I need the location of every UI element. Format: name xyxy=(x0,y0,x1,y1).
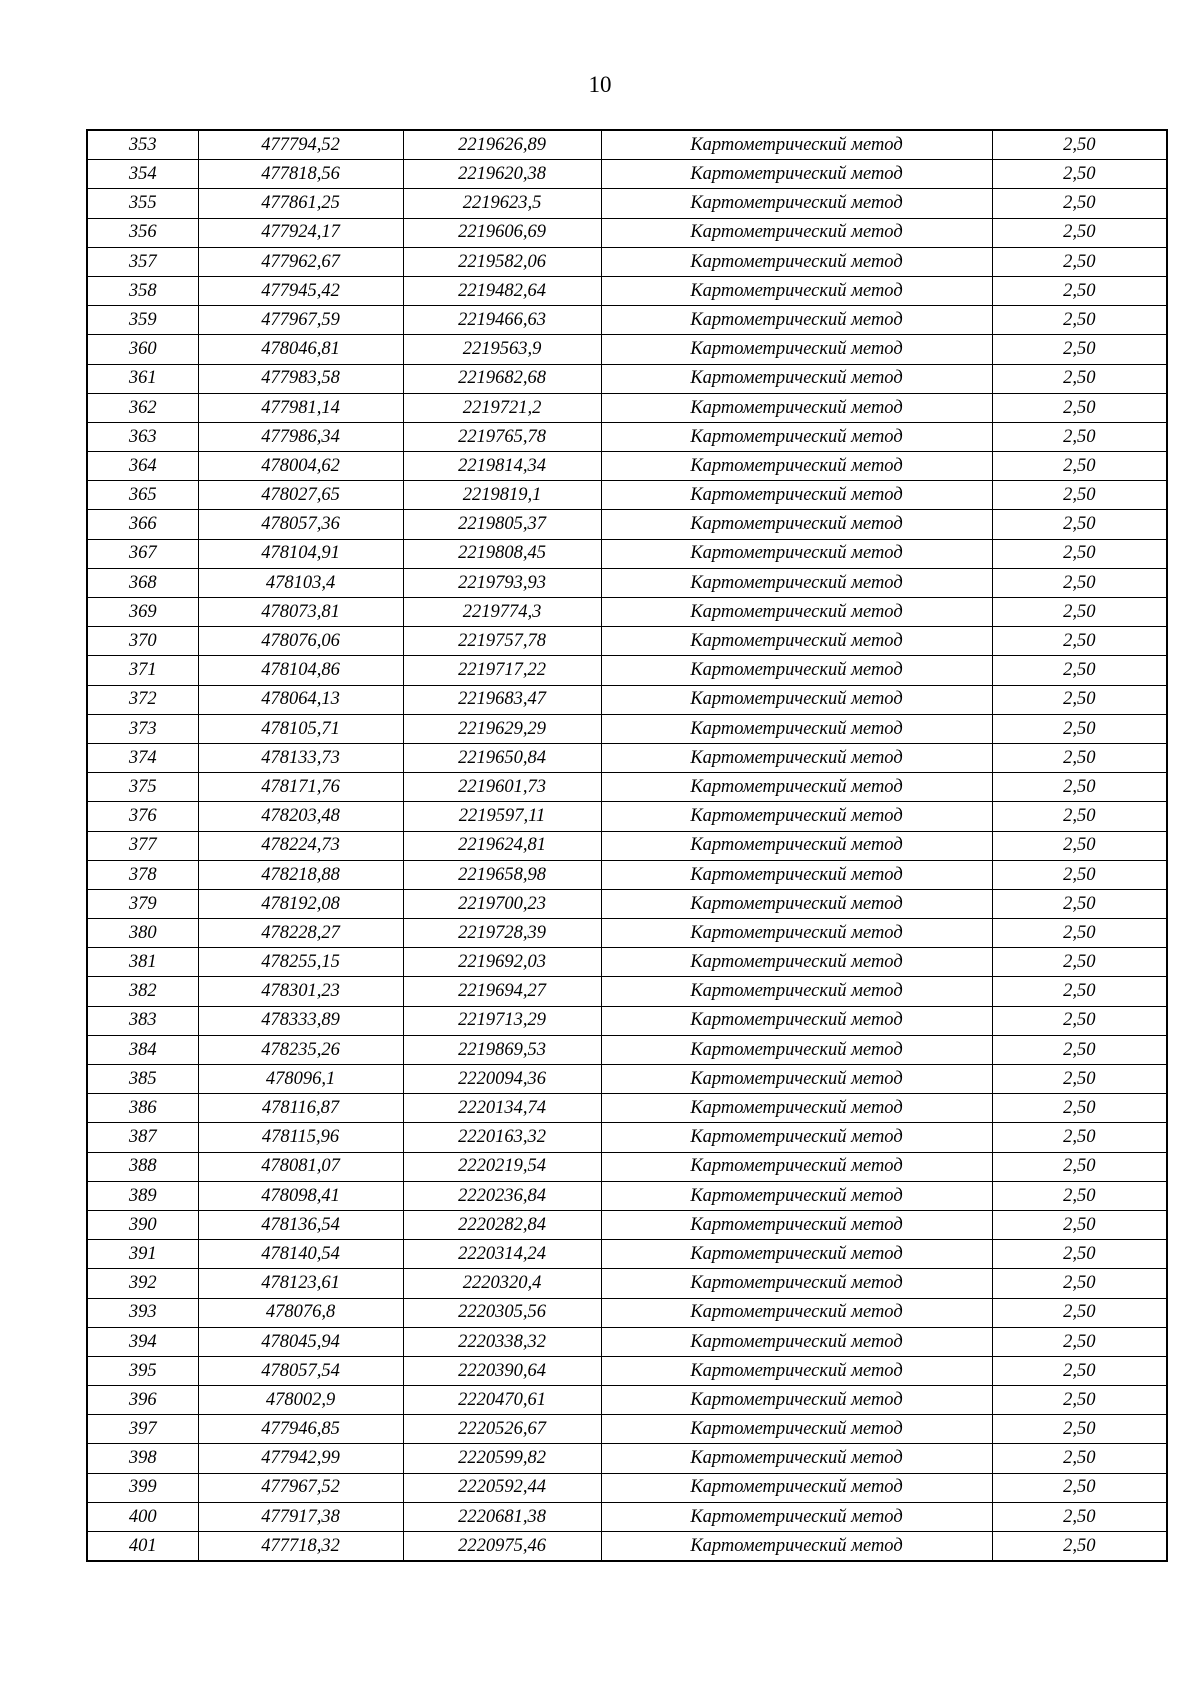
accuracy-cell: 2,50 xyxy=(992,160,1167,189)
accuracy-cell: 2,50 xyxy=(992,1473,1167,1502)
y-coordinate-cell: 2219717,22 xyxy=(403,656,601,685)
table-row xyxy=(87,1298,1167,1327)
accuracy-cell: 2,50 xyxy=(992,1065,1167,1094)
point-number-cell: 370 xyxy=(87,627,198,656)
x-coordinate-cell: 478027,65 xyxy=(198,481,403,510)
accuracy-cell: 2,50 xyxy=(992,1444,1167,1473)
table-row xyxy=(87,1181,1167,1210)
point-number-cell: 381 xyxy=(87,948,198,977)
x-coordinate-cell: 478098,41 xyxy=(198,1181,403,1210)
y-coordinate-cell: 2219765,78 xyxy=(403,422,601,451)
x-coordinate-cell: 478133,73 xyxy=(198,743,403,772)
point-number-cell: 394 xyxy=(87,1327,198,1356)
x-coordinate-cell: 478192,08 xyxy=(198,889,403,918)
y-coordinate-cell: 2220526,67 xyxy=(403,1415,601,1444)
point-number-cell: 396 xyxy=(87,1386,198,1415)
y-coordinate-cell: 2220390,64 xyxy=(403,1356,601,1385)
table-row xyxy=(87,627,1167,656)
y-coordinate-cell: 2219482,64 xyxy=(403,276,601,305)
method-cell: Картометрический метод xyxy=(601,539,992,568)
accuracy-cell: 2,50 xyxy=(992,422,1167,451)
table-row xyxy=(87,1210,1167,1239)
x-coordinate-cell: 478116,87 xyxy=(198,1094,403,1123)
table-row xyxy=(87,1094,1167,1123)
method-cell: Картометрический метод xyxy=(601,773,992,802)
table-row xyxy=(87,1123,1167,1152)
y-coordinate-cell: 2219694,27 xyxy=(403,977,601,1006)
y-coordinate-cell: 2219713,29 xyxy=(403,1006,601,1035)
point-number-cell: 395 xyxy=(87,1356,198,1385)
coordinates-table xyxy=(86,129,1168,1562)
x-coordinate-cell: 478203,48 xyxy=(198,802,403,831)
accuracy-cell: 2,50 xyxy=(992,1035,1167,1064)
table-row xyxy=(87,1502,1167,1531)
method-cell: Картометрический метод xyxy=(601,276,992,305)
x-coordinate-cell: 478081,07 xyxy=(198,1152,403,1181)
x-coordinate-cell: 478224,73 xyxy=(198,831,403,860)
table-row xyxy=(87,189,1167,218)
method-cell: Картометрический метод xyxy=(601,218,992,247)
method-cell: Картометрический метод xyxy=(601,393,992,422)
table-row xyxy=(87,743,1167,772)
table-row xyxy=(87,130,1167,160)
accuracy-cell: 2,50 xyxy=(992,977,1167,1006)
point-number-cell: 368 xyxy=(87,568,198,597)
method-cell: Картометрический метод xyxy=(601,422,992,451)
point-number-cell: 366 xyxy=(87,510,198,539)
method-cell: Картометрический метод xyxy=(601,743,992,772)
table-row xyxy=(87,1532,1167,1562)
method-cell: Картометрический метод xyxy=(601,831,992,860)
point-number-cell: 387 xyxy=(87,1123,198,1152)
y-coordinate-cell: 2219629,29 xyxy=(403,714,601,743)
table-row xyxy=(87,1065,1167,1094)
y-coordinate-cell: 2220314,24 xyxy=(403,1240,601,1269)
accuracy-cell: 2,50 xyxy=(992,1269,1167,1298)
accuracy-cell: 2,50 xyxy=(992,1532,1167,1562)
table-row xyxy=(87,510,1167,539)
point-number-cell: 364 xyxy=(87,452,198,481)
y-coordinate-cell: 2219721,2 xyxy=(403,393,601,422)
accuracy-cell: 2,50 xyxy=(992,364,1167,393)
x-coordinate-cell: 478002,9 xyxy=(198,1386,403,1415)
method-cell: Картометрический метод xyxy=(601,1415,992,1444)
point-number-cell: 389 xyxy=(87,1181,198,1210)
y-coordinate-cell: 2220282,84 xyxy=(403,1210,601,1239)
y-coordinate-cell: 2219757,78 xyxy=(403,627,601,656)
point-number-cell: 375 xyxy=(87,773,198,802)
x-coordinate-cell: 478171,76 xyxy=(198,773,403,802)
point-number-cell: 379 xyxy=(87,889,198,918)
accuracy-cell: 2,50 xyxy=(992,598,1167,627)
accuracy-cell: 2,50 xyxy=(992,1181,1167,1210)
table-row xyxy=(87,452,1167,481)
point-number-cell: 371 xyxy=(87,656,198,685)
method-cell: Картометрический метод xyxy=(601,627,992,656)
method-cell: Картометрический метод xyxy=(601,1356,992,1385)
table-row xyxy=(87,656,1167,685)
y-coordinate-cell: 2220134,74 xyxy=(403,1094,601,1123)
table-row xyxy=(87,1386,1167,1415)
point-number-cell: 369 xyxy=(87,598,198,627)
method-cell: Картометрический метод xyxy=(601,685,992,714)
x-coordinate-cell: 477981,14 xyxy=(198,393,403,422)
table-row xyxy=(87,539,1167,568)
point-number-cell: 367 xyxy=(87,539,198,568)
y-coordinate-cell: 2220219,54 xyxy=(403,1152,601,1181)
y-coordinate-cell: 2219658,98 xyxy=(403,860,601,889)
x-coordinate-cell: 477962,67 xyxy=(198,247,403,276)
y-coordinate-cell: 2219563,9 xyxy=(403,335,601,364)
point-number-cell: 374 xyxy=(87,743,198,772)
point-number-cell: 400 xyxy=(87,1502,198,1531)
method-cell: Картометрический метод xyxy=(601,1006,992,1035)
point-number-cell: 397 xyxy=(87,1415,198,1444)
table-row xyxy=(87,1035,1167,1064)
point-number-cell: 392 xyxy=(87,1269,198,1298)
method-cell: Картометрический метод xyxy=(601,130,992,160)
point-number-cell: 365 xyxy=(87,481,198,510)
table-row xyxy=(87,860,1167,889)
method-cell: Картометрический метод xyxy=(601,1386,992,1415)
x-coordinate-cell: 477946,85 xyxy=(198,1415,403,1444)
method-cell: Картометрический метод xyxy=(601,977,992,1006)
point-number-cell: 378 xyxy=(87,860,198,889)
method-cell: Картометрический метод xyxy=(601,860,992,889)
x-coordinate-cell: 478096,1 xyxy=(198,1065,403,1094)
y-coordinate-cell: 2219793,93 xyxy=(403,568,601,597)
table-row xyxy=(87,1356,1167,1385)
accuracy-cell: 2,50 xyxy=(992,1502,1167,1531)
method-cell: Картометрический метод xyxy=(601,160,992,189)
point-number-cell: 353 xyxy=(87,130,198,160)
y-coordinate-cell: 2220163,32 xyxy=(403,1123,601,1152)
accuracy-cell: 2,50 xyxy=(992,335,1167,364)
x-coordinate-cell: 477818,56 xyxy=(198,160,403,189)
accuracy-cell: 2,50 xyxy=(992,1006,1167,1035)
accuracy-cell: 2,50 xyxy=(992,510,1167,539)
table-row xyxy=(87,1152,1167,1181)
y-coordinate-cell: 2220975,46 xyxy=(403,1532,601,1562)
x-coordinate-cell: 478046,81 xyxy=(198,335,403,364)
x-coordinate-cell: 478136,54 xyxy=(198,1210,403,1239)
accuracy-cell: 2,50 xyxy=(992,802,1167,831)
x-coordinate-cell: 477917,38 xyxy=(198,1502,403,1531)
accuracy-cell: 2,50 xyxy=(992,1240,1167,1269)
method-cell: Картометрический метод xyxy=(601,598,992,627)
x-coordinate-cell: 477718,32 xyxy=(198,1532,403,1562)
point-number-cell: 398 xyxy=(87,1444,198,1473)
method-cell: Картометрический метод xyxy=(601,1269,992,1298)
method-cell: Картометрический метод xyxy=(601,948,992,977)
point-number-cell: 377 xyxy=(87,831,198,860)
table-row xyxy=(87,1415,1167,1444)
y-coordinate-cell: 2219774,3 xyxy=(403,598,601,627)
method-cell: Картометрический метод xyxy=(601,247,992,276)
table-row xyxy=(87,685,1167,714)
x-coordinate-cell: 478103,4 xyxy=(198,568,403,597)
method-cell: Картометрический метод xyxy=(601,656,992,685)
accuracy-cell: 2,50 xyxy=(992,218,1167,247)
x-coordinate-cell: 478123,61 xyxy=(198,1269,403,1298)
accuracy-cell: 2,50 xyxy=(992,1298,1167,1327)
y-coordinate-cell: 2219683,47 xyxy=(403,685,601,714)
accuracy-cell: 2,50 xyxy=(992,1210,1167,1239)
x-coordinate-cell: 478073,81 xyxy=(198,598,403,627)
accuracy-cell: 2,50 xyxy=(992,1152,1167,1181)
table-row xyxy=(87,1473,1167,1502)
x-coordinate-cell: 478218,88 xyxy=(198,860,403,889)
point-number-cell: 362 xyxy=(87,393,198,422)
table-row xyxy=(87,160,1167,189)
accuracy-cell: 2,50 xyxy=(992,452,1167,481)
point-number-cell: 388 xyxy=(87,1152,198,1181)
method-cell: Картометрический метод xyxy=(601,889,992,918)
point-number-cell: 373 xyxy=(87,714,198,743)
point-number-cell: 355 xyxy=(87,189,198,218)
accuracy-cell: 2,50 xyxy=(992,773,1167,802)
accuracy-cell: 2,50 xyxy=(992,889,1167,918)
method-cell: Картометрический метод xyxy=(601,335,992,364)
point-number-cell: 393 xyxy=(87,1298,198,1327)
x-coordinate-cell: 478228,27 xyxy=(198,919,403,948)
table-row xyxy=(87,1327,1167,1356)
accuracy-cell: 2,50 xyxy=(992,743,1167,772)
y-coordinate-cell: 2219808,45 xyxy=(403,539,601,568)
point-number-cell: 399 xyxy=(87,1473,198,1502)
x-coordinate-cell: 478255,15 xyxy=(198,948,403,977)
accuracy-cell: 2,50 xyxy=(992,306,1167,335)
point-number-cell: 360 xyxy=(87,335,198,364)
method-cell: Картометрический метод xyxy=(601,1181,992,1210)
table-row xyxy=(87,1006,1167,1035)
x-coordinate-cell: 478076,06 xyxy=(198,627,403,656)
point-number-cell: 357 xyxy=(87,247,198,276)
accuracy-cell: 2,50 xyxy=(992,1356,1167,1385)
method-cell: Картометрический метод xyxy=(601,1152,992,1181)
table-row xyxy=(87,276,1167,305)
x-coordinate-cell: 478301,23 xyxy=(198,977,403,1006)
accuracy-cell: 2,50 xyxy=(992,189,1167,218)
x-coordinate-cell: 478064,13 xyxy=(198,685,403,714)
accuracy-cell: 2,50 xyxy=(992,539,1167,568)
table-row xyxy=(87,568,1167,597)
table-row xyxy=(87,948,1167,977)
method-cell: Картометрический метод xyxy=(601,1473,992,1502)
y-coordinate-cell: 2219692,03 xyxy=(403,948,601,977)
method-cell: Картометрический метод xyxy=(601,306,992,335)
x-coordinate-cell: 478115,96 xyxy=(198,1123,403,1152)
accuracy-cell: 2,50 xyxy=(992,685,1167,714)
accuracy-cell: 2,50 xyxy=(992,393,1167,422)
coordinates-table-body xyxy=(87,130,1167,1561)
y-coordinate-cell: 2219623,5 xyxy=(403,189,601,218)
x-coordinate-cell: 478104,91 xyxy=(198,539,403,568)
y-coordinate-cell: 2220094,36 xyxy=(403,1065,601,1094)
method-cell: Картометрический метод xyxy=(601,481,992,510)
y-coordinate-cell: 2219650,84 xyxy=(403,743,601,772)
x-coordinate-cell: 477945,42 xyxy=(198,276,403,305)
table-row xyxy=(87,481,1167,510)
point-number-cell: 361 xyxy=(87,364,198,393)
point-number-cell: 391 xyxy=(87,1240,198,1269)
x-coordinate-cell: 477967,52 xyxy=(198,1473,403,1502)
point-number-cell: 363 xyxy=(87,422,198,451)
method-cell: Картометрический метод xyxy=(601,189,992,218)
point-number-cell: 382 xyxy=(87,977,198,1006)
y-coordinate-cell: 2220305,56 xyxy=(403,1298,601,1327)
point-number-cell: 376 xyxy=(87,802,198,831)
x-coordinate-cell: 478105,71 xyxy=(198,714,403,743)
page-number: 10 xyxy=(588,72,612,97)
accuracy-cell: 2,50 xyxy=(992,276,1167,305)
table-row xyxy=(87,1444,1167,1473)
table-row xyxy=(87,218,1167,247)
accuracy-cell: 2,50 xyxy=(992,130,1167,160)
table-row xyxy=(87,422,1167,451)
method-cell: Картометрический метод xyxy=(601,1123,992,1152)
point-number-cell: 383 xyxy=(87,1006,198,1035)
method-cell: Картометрический метод xyxy=(601,1240,992,1269)
accuracy-cell: 2,50 xyxy=(992,831,1167,860)
point-number-cell: 384 xyxy=(87,1035,198,1064)
table-row xyxy=(87,598,1167,627)
x-coordinate-cell: 478333,89 xyxy=(198,1006,403,1035)
table-row xyxy=(87,247,1167,276)
method-cell: Картометрический метод xyxy=(601,510,992,539)
x-coordinate-cell: 478140,54 xyxy=(198,1240,403,1269)
y-coordinate-cell: 2219814,34 xyxy=(403,452,601,481)
accuracy-cell: 2,50 xyxy=(992,627,1167,656)
point-number-cell: 390 xyxy=(87,1210,198,1239)
x-coordinate-cell: 477986,34 xyxy=(198,422,403,451)
table-row xyxy=(87,773,1167,802)
table-row xyxy=(87,919,1167,948)
table-row xyxy=(87,714,1167,743)
method-cell: Картометрический метод xyxy=(601,1444,992,1473)
method-cell: Картометрический метод xyxy=(601,1065,992,1094)
y-coordinate-cell: 2219728,39 xyxy=(403,919,601,948)
accuracy-cell: 2,50 xyxy=(992,919,1167,948)
point-number-cell: 356 xyxy=(87,218,198,247)
x-coordinate-cell: 478057,36 xyxy=(198,510,403,539)
method-cell: Картометрический метод xyxy=(601,1035,992,1064)
y-coordinate-cell: 2220470,61 xyxy=(403,1386,601,1415)
y-coordinate-cell: 2219626,89 xyxy=(403,130,601,160)
table-row xyxy=(87,977,1167,1006)
y-coordinate-cell: 2219624,81 xyxy=(403,831,601,860)
accuracy-cell: 2,50 xyxy=(992,714,1167,743)
accuracy-cell: 2,50 xyxy=(992,1094,1167,1123)
accuracy-cell: 2,50 xyxy=(992,481,1167,510)
accuracy-cell: 2,50 xyxy=(992,948,1167,977)
method-cell: Картометрический метод xyxy=(601,1094,992,1123)
x-coordinate-cell: 478057,54 xyxy=(198,1356,403,1385)
point-number-cell: 358 xyxy=(87,276,198,305)
y-coordinate-cell: 2220338,32 xyxy=(403,1327,601,1356)
method-cell: Картометрический метод xyxy=(601,714,992,743)
table-row xyxy=(87,831,1167,860)
accuracy-cell: 2,50 xyxy=(992,860,1167,889)
point-number-cell: 380 xyxy=(87,919,198,948)
table-row xyxy=(87,1269,1167,1298)
method-cell: Картометрический метод xyxy=(601,1327,992,1356)
point-number-cell: 372 xyxy=(87,685,198,714)
table-row xyxy=(87,1240,1167,1269)
accuracy-cell: 2,50 xyxy=(992,656,1167,685)
method-cell: Картометрический метод xyxy=(601,1502,992,1531)
y-coordinate-cell: 2219582,06 xyxy=(403,247,601,276)
y-coordinate-cell: 2219682,68 xyxy=(403,364,601,393)
x-coordinate-cell: 478235,26 xyxy=(198,1035,403,1064)
y-coordinate-cell: 2219601,73 xyxy=(403,773,601,802)
method-cell: Картометрический метод xyxy=(601,802,992,831)
table-row xyxy=(87,306,1167,335)
y-coordinate-cell: 2219819,1 xyxy=(403,481,601,510)
y-coordinate-cell: 2220592,44 xyxy=(403,1473,601,1502)
point-number-cell: 359 xyxy=(87,306,198,335)
y-coordinate-cell: 2219805,37 xyxy=(403,510,601,539)
y-coordinate-cell: 2220320,4 xyxy=(403,1269,601,1298)
x-coordinate-cell: 478104,86 xyxy=(198,656,403,685)
method-cell: Картометрический метод xyxy=(601,452,992,481)
table-row xyxy=(87,889,1167,918)
y-coordinate-cell: 2220236,84 xyxy=(403,1181,601,1210)
table-row xyxy=(87,335,1167,364)
table-row xyxy=(87,802,1167,831)
accuracy-cell: 2,50 xyxy=(992,1327,1167,1356)
x-coordinate-cell: 478045,94 xyxy=(198,1327,403,1356)
method-cell: Картометрический метод xyxy=(601,1532,992,1562)
method-cell: Картометрический метод xyxy=(601,364,992,393)
y-coordinate-cell: 2219869,53 xyxy=(403,1035,601,1064)
accuracy-cell: 2,50 xyxy=(992,568,1167,597)
x-coordinate-cell: 477967,59 xyxy=(198,306,403,335)
y-coordinate-cell: 2219620,38 xyxy=(403,160,601,189)
method-cell: Картометрический метод xyxy=(601,1298,992,1327)
table-row xyxy=(87,393,1167,422)
x-coordinate-cell: 478076,8 xyxy=(198,1298,403,1327)
point-number-cell: 401 xyxy=(87,1532,198,1562)
x-coordinate-cell: 477794,52 xyxy=(198,130,403,160)
x-coordinate-cell: 477861,25 xyxy=(198,189,403,218)
x-coordinate-cell: 478004,62 xyxy=(198,452,403,481)
point-number-cell: 385 xyxy=(87,1065,198,1094)
y-coordinate-cell: 2219466,63 xyxy=(403,306,601,335)
x-coordinate-cell: 477924,17 xyxy=(198,218,403,247)
accuracy-cell: 2,50 xyxy=(992,1123,1167,1152)
y-coordinate-cell: 2219606,69 xyxy=(403,218,601,247)
accuracy-cell: 2,50 xyxy=(992,1386,1167,1415)
table-row xyxy=(87,364,1167,393)
point-number-cell: 386 xyxy=(87,1094,198,1123)
method-cell: Картометрический метод xyxy=(601,1210,992,1239)
y-coordinate-cell: 2220599,82 xyxy=(403,1444,601,1473)
method-cell: Картометрический метод xyxy=(601,919,992,948)
y-coordinate-cell: 2219700,23 xyxy=(403,889,601,918)
x-coordinate-cell: 477942,99 xyxy=(198,1444,403,1473)
accuracy-cell: 2,50 xyxy=(992,1415,1167,1444)
x-coordinate-cell: 477983,58 xyxy=(198,364,403,393)
y-coordinate-cell: 2220681,38 xyxy=(403,1502,601,1531)
method-cell: Картометрический метод xyxy=(601,568,992,597)
point-number-cell: 354 xyxy=(87,160,198,189)
y-coordinate-cell: 2219597,11 xyxy=(403,802,601,831)
accuracy-cell: 2,50 xyxy=(992,247,1167,276)
